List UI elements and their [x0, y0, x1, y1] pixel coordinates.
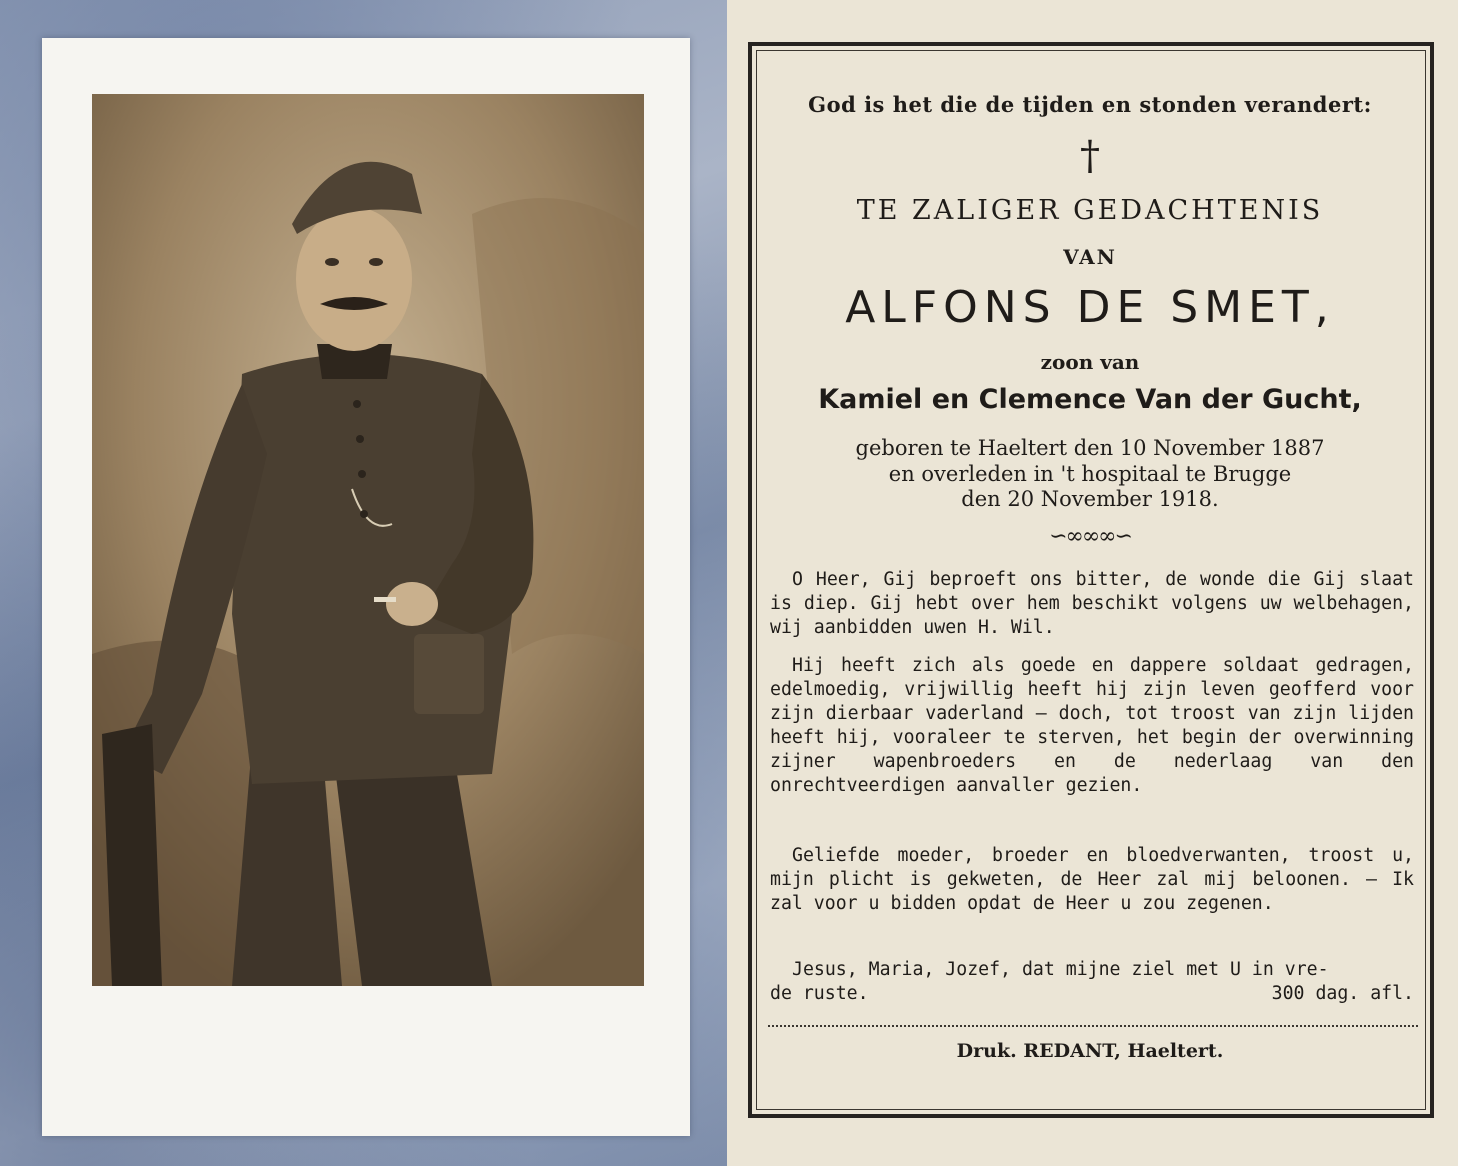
prayer-paragraph-4-line1: Jesus, Maria, Jozef, dat mijne ziel met U in vre-: [792, 959, 1329, 980]
soldier-portrait-photo: [92, 94, 644, 986]
printer-credit: Druk. REDANT, Haeltert.: [956, 1040, 1224, 1062]
prayer-paragraph-1: [770, 568, 1414, 640]
card-van: VAN: [1063, 245, 1117, 269]
prayer-paragraph-4-end: de ruste.: [770, 983, 869, 1004]
dotted-divider: [768, 1025, 1418, 1027]
birth-line: geboren te Haeltert den 10 November 1887: [855, 436, 1325, 460]
death-date-line: den 20 November 1918.: [961, 487, 1219, 511]
indulgence-note: 300 dag. afl.: [1271, 983, 1414, 1004]
ornament-divider: ∽∞∞∞∽: [1049, 524, 1131, 549]
deceased-name: ALFONS DE SMET,: [845, 282, 1335, 333]
prayer-paragraph-2: [770, 654, 1414, 798]
prayer-paragraph-4: [770, 958, 1414, 1006]
card-heading: TE ZALIGER GEDACHTENIS: [856, 195, 1324, 226]
death-place-line: en overleden in 't hospitaal te Brugge: [888, 462, 1292, 486]
prayer-paragraph-1-text: O Heer, Gij beproeft ons bitter, de wonde die Gij slaat is diep. Gij hebt over hem beschikt volgens uw welbehagen, wij aanbidden uwen H. Wil.: [770, 569, 1414, 638]
prayer-paragraph-3: [770, 844, 1414, 916]
son-of-label: zoon van: [1040, 350, 1140, 374]
parents-names: Kamiel en Clemence Van der Gucht,: [818, 384, 1362, 415]
prayer-paragraph-3-text: Geliefde moeder, broeder en bloedverwanten, troost u, mijn plicht is gekweten, de Heer zal mij beloonen. — Ik zal voor u bidden opdat de Heer u zou zegenen.: [770, 845, 1414, 914]
card-motto: God is het die de tijden en stonden verandert:: [808, 92, 1372, 117]
prayer-paragraph-2-text: Hij heeft zich als goede en dappere soldaat gedragen, edelmoedig, vrijwillig heeft hij zijn leven geofferd voor zijn dierbaar vaderland — doch, tot troost van zijn lijden heeft hij, vooraleer te sterven, het begin der overwinning zijner wapenbroeders en de nederlaag van den onrechtveerdigen aanvaller gezien.: [770, 655, 1414, 796]
cross-icon: †: [1080, 133, 1100, 179]
